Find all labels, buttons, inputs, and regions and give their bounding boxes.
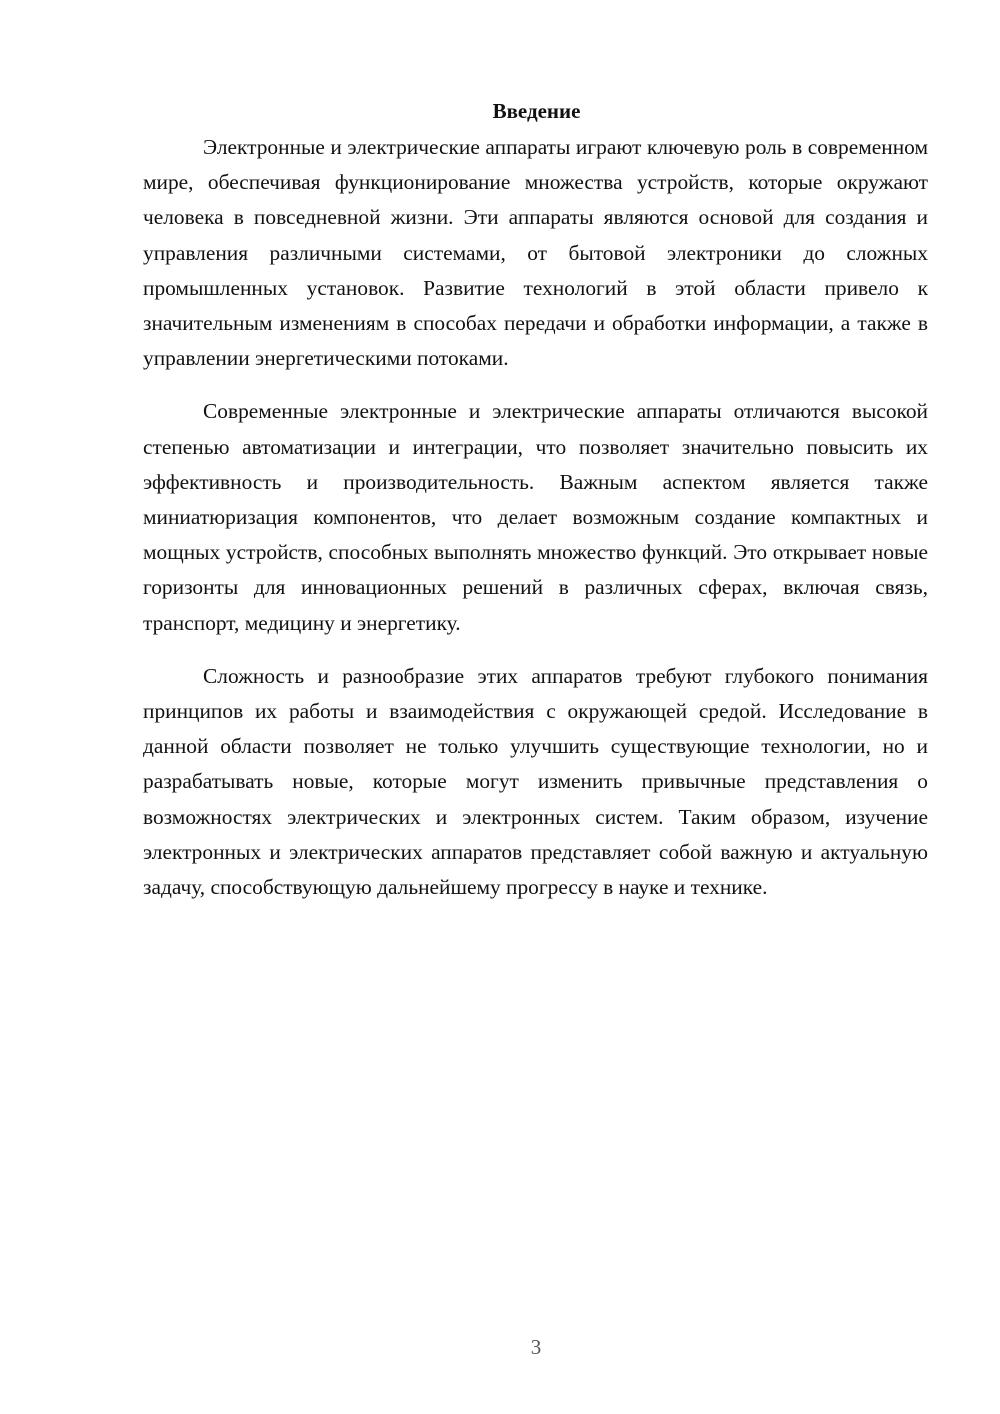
section-title: Введение [492, 99, 581, 123]
page-content [143, 96, 928, 923]
paragraph-2: Современные электронные и электрические аппараты отличаются высокой степенью автоматизации и интеграции, что позволяет значительно повысить их эффективность и производительность. Важным аспектом является также миниатюризация компонентов, что делает возможным создание компактных и мощных устройств, способных выполнять множество функций. Это открывает новые горизонты для инновационных решений в различных сферах, включая связь, транспорт, медицину и энергетику. [143, 399, 928, 635]
paragraph-1: Электронные и электрические аппараты играют ключевую роль в современном мире, обеспечивая функционирование множества устройств, которые окружают человека в повседневной жизни. Эти аппараты являются основой для создания и управления различными системами, от бытовой электроники до сложных промышленных установок. Развитие технологий в этой области привело к значительным изменениям в способах передачи и обработки информации, а также в управлении энергетическими потоками. [143, 135, 928, 371]
page-number: 3 [530, 1335, 542, 1359]
paragraph-3: Сложность и разнообразие этих аппаратов требуют глубокого понимания принципов их работы и взаимодействия с окружающей средой. Исследование в данной области позволяет не только улучшить существующие технологии, но и разрабатывать новые, которые могут изменить привычные представления о возможностях электрических и электронных систем. Таким образом, изучение электронных и электрических аппаратов представляет собой важную и актуальную задачу, способствующую дальнейшему прогрессу в науке и технике. [143, 663, 928, 900]
